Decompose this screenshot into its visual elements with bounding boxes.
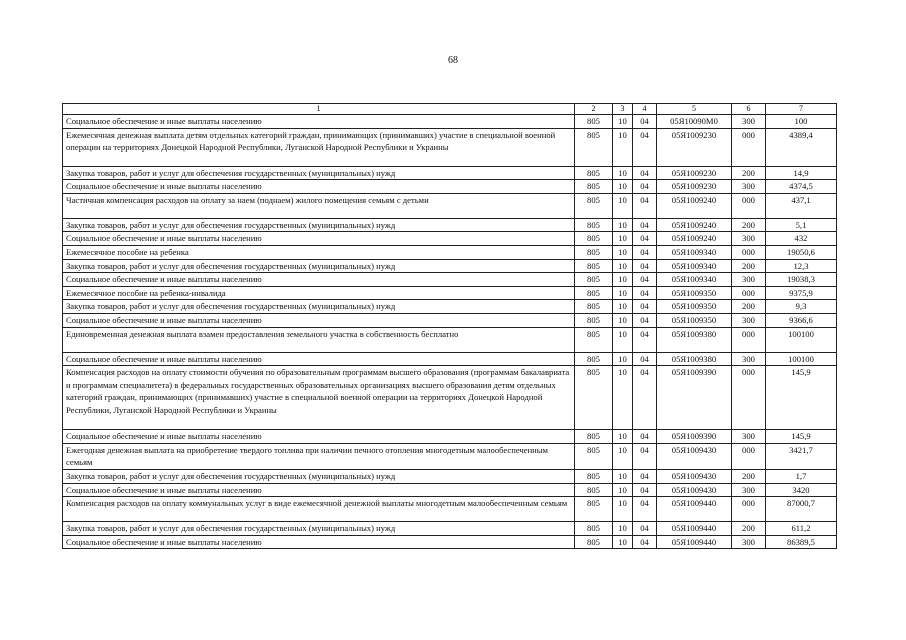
- row-name-cell: Ежемесячное пособие на ребенка: [63, 245, 575, 259]
- row-amount-cell: 87000,7: [766, 497, 837, 522]
- table-row: [63, 218, 837, 232]
- row-subsection-cell: 04: [633, 535, 657, 549]
- header-cell: 5: [657, 104, 732, 115]
- row-expense-type-cell: 000: [732, 286, 766, 300]
- table-row: [63, 286, 837, 300]
- row-target-article-cell: 05Я1009350: [657, 286, 732, 300]
- row-subsection-cell: 04: [633, 259, 657, 273]
- row-subsection-cell: 04: [633, 218, 657, 232]
- row-amount-cell: 9366,6: [766, 313, 837, 327]
- row-expense-type-cell: 200: [732, 300, 766, 314]
- row-subsection-cell: 04: [633, 366, 657, 430]
- row-subsection-cell: 04: [633, 300, 657, 314]
- header-cell: 3: [613, 104, 633, 115]
- row-admin-code-cell: 805: [575, 327, 613, 352]
- table-row: [63, 128, 837, 166]
- row-amount-cell: 100100: [766, 352, 837, 366]
- row-subsection-cell: 04: [633, 469, 657, 483]
- row-name-cell: Закупка товаров, работ и услуг для обеспечения государственных (муниципальных) нужд: [63, 218, 575, 232]
- row-section-cell: 10: [613, 327, 633, 352]
- row-section-cell: 10: [613, 313, 633, 327]
- table-row: [63, 180, 837, 194]
- row-expense-type-cell: 200: [732, 522, 766, 536]
- row-amount-cell: 19038,3: [766, 273, 837, 287]
- row-section-cell: 10: [613, 286, 633, 300]
- header-cell: 2: [575, 104, 613, 115]
- row-subsection-cell: 04: [633, 245, 657, 259]
- row-admin-code-cell: 805: [575, 469, 613, 483]
- row-name-cell: Закупка товаров, работ и услуг для обеспечения государственных (муниципальных) нужд: [63, 300, 575, 314]
- table-row: [63, 115, 837, 129]
- row-target-article-cell: 05Я1009350: [657, 313, 732, 327]
- row-section-cell: 10: [613, 535, 633, 549]
- row-target-article-cell: 05Я1009430: [657, 443, 732, 469]
- row-target-article-cell: 05Я1009430: [657, 469, 732, 483]
- row-section-cell: 10: [613, 128, 633, 166]
- row-subsection-cell: 04: [633, 443, 657, 469]
- row-section-cell: 10: [613, 245, 633, 259]
- row-subsection-cell: 04: [633, 128, 657, 166]
- table-row: [63, 232, 837, 246]
- table-row: [63, 522, 837, 536]
- row-expense-type-cell: 300: [732, 180, 766, 194]
- row-expense-type-cell: 000: [732, 128, 766, 166]
- table-row: [63, 327, 837, 352]
- row-section-cell: 10: [613, 469, 633, 483]
- table-row: [63, 366, 837, 430]
- row-name-cell: Социальное обеспечение и иные выплаты населению: [63, 115, 575, 129]
- row-admin-code-cell: 805: [575, 218, 613, 232]
- row-amount-cell: 437,1: [766, 193, 837, 218]
- row-expense-type-cell: 300: [732, 115, 766, 129]
- row-admin-code-cell: 805: [575, 115, 613, 129]
- row-name-cell: Закупка товаров, работ и услуг для обеспечения государственных (муниципальных) нужд: [63, 166, 575, 180]
- table-row: [63, 300, 837, 314]
- row-admin-code-cell: 805: [575, 245, 613, 259]
- row-expense-type-cell: 300: [732, 232, 766, 246]
- row-subsection-cell: 04: [633, 180, 657, 194]
- row-admin-code-cell: 805: [575, 352, 613, 366]
- row-admin-code-cell: 805: [575, 535, 613, 549]
- row-admin-code-cell: 805: [575, 313, 613, 327]
- row-expense-type-cell: 300: [732, 535, 766, 549]
- row-admin-code-cell: 805: [575, 193, 613, 218]
- row-admin-code-cell: 805: [575, 300, 613, 314]
- budget-table: [62, 103, 837, 549]
- row-amount-cell: 19050,6: [766, 245, 837, 259]
- table-row: [63, 483, 837, 497]
- row-admin-code-cell: 805: [575, 232, 613, 246]
- header-cell: 4: [633, 104, 657, 115]
- table-row: [63, 352, 837, 366]
- row-name-cell: Социальное обеспечение и иные выплаты населению: [63, 180, 575, 194]
- row-section-cell: 10: [613, 218, 633, 232]
- row-expense-type-cell: 200: [732, 166, 766, 180]
- row-expense-type-cell: 000: [732, 193, 766, 218]
- row-name-cell: Социальное обеспечение и иные выплаты населению: [63, 273, 575, 287]
- row-name-cell: Частичная компенсация расходов на оплату за наем (поднаем) жилого помещения семьям с детьми: [63, 193, 575, 218]
- row-name-cell: Единовременная денежная выплата взамен предоставления земельного участка в собственность бесплатно: [63, 327, 575, 352]
- header-cell: 7: [766, 104, 837, 115]
- row-amount-cell: 86389,5: [766, 535, 837, 549]
- row-target-article-cell: 05Я1009340: [657, 245, 732, 259]
- row-name-cell: Ежемесячная денежная выплата детям отдельных категорий граждан, принимающих (принимавших) участие в специальной военной операции на территориях Донецкой Народной Республики, Луганской Народной Республики и Украины: [63, 128, 575, 166]
- row-subsection-cell: 04: [633, 522, 657, 536]
- row-section-cell: 10: [613, 352, 633, 366]
- row-expense-type-cell: 300: [732, 430, 766, 444]
- row-section-cell: 10: [613, 366, 633, 430]
- header-row: [63, 104, 837, 115]
- row-subsection-cell: 04: [633, 497, 657, 522]
- row-subsection-cell: 04: [633, 327, 657, 352]
- row-amount-cell: 145,9: [766, 366, 837, 430]
- row-section-cell: 10: [613, 232, 633, 246]
- row-amount-cell: 14,9: [766, 166, 837, 180]
- table-row: [63, 259, 837, 273]
- table-row: [63, 430, 837, 444]
- header-cell: 6: [732, 104, 766, 115]
- row-admin-code-cell: 805: [575, 497, 613, 522]
- row-target-article-cell: 05Я1009230: [657, 166, 732, 180]
- row-expense-type-cell: 300: [732, 313, 766, 327]
- row-name-cell: Ежемесячное пособие на ребенка-инвалида: [63, 286, 575, 300]
- row-amount-cell: 432: [766, 232, 837, 246]
- row-section-cell: 10: [613, 522, 633, 536]
- row-section-cell: 10: [613, 483, 633, 497]
- row-subsection-cell: 04: [633, 313, 657, 327]
- row-name-cell: Компенсация расходов на оплату стоимости обучения по образовательным программам высшего образования (программам бакалавриата и программам специалитета) в федеральных государственных образовательных организациях высшего образования детям отдельных категорий граждан, принимающих (принимавших) участие в специальной военной операции на территориях Донецкой Народной Республики, Луганской Народной Республики и Украины: [63, 366, 575, 430]
- row-amount-cell: 4389,4: [766, 128, 837, 166]
- row-admin-code-cell: 805: [575, 166, 613, 180]
- row-subsection-cell: 04: [633, 430, 657, 444]
- row-amount-cell: 9,3: [766, 300, 837, 314]
- row-target-article-cell: 05Я1009240: [657, 232, 732, 246]
- row-section-cell: 10: [613, 193, 633, 218]
- table-row: [63, 273, 837, 287]
- row-subsection-cell: 04: [633, 352, 657, 366]
- row-target-article-cell: 05Я1009430: [657, 483, 732, 497]
- table-row: [63, 535, 837, 549]
- table-row: [63, 497, 837, 522]
- table-row: [63, 245, 837, 259]
- row-target-article-cell: 05Я1009440: [657, 497, 732, 522]
- row-name-cell: Закупка товаров, работ и услуг для обеспечения государственных (муниципальных) нужд: [63, 522, 575, 536]
- table-row: [63, 193, 837, 218]
- row-admin-code-cell: 805: [575, 522, 613, 536]
- row-target-article-cell: 05Я1009440: [657, 535, 732, 549]
- row-admin-code-cell: 805: [575, 483, 613, 497]
- row-name-cell: Закупка товаров, работ и услуг для обеспечения государственных (муниципальных) нужд: [63, 259, 575, 273]
- table-row: [63, 313, 837, 327]
- row-name-cell: Социальное обеспечение и иные выплаты населению: [63, 430, 575, 444]
- row-amount-cell: 100100: [766, 327, 837, 352]
- row-target-article-cell: 05Я1009340: [657, 259, 732, 273]
- row-target-article-cell: 05Я1009390: [657, 366, 732, 430]
- table-row: [63, 469, 837, 483]
- row-amount-cell: 5,1: [766, 218, 837, 232]
- row-admin-code-cell: 805: [575, 443, 613, 469]
- row-expense-type-cell: 200: [732, 259, 766, 273]
- row-name-cell: Социальное обеспечение и иные выплаты населению: [63, 535, 575, 549]
- row-admin-code-cell: 805: [575, 180, 613, 194]
- row-target-article-cell: 05Я10090М0: [657, 115, 732, 129]
- row-section-cell: 10: [613, 430, 633, 444]
- row-target-article-cell: 05Я1009240: [657, 218, 732, 232]
- row-section-cell: 10: [613, 497, 633, 522]
- row-section-cell: 10: [613, 115, 633, 129]
- row-amount-cell: 3420: [766, 483, 837, 497]
- row-name-cell: Социальное обеспечение и иные выплаты населению: [63, 313, 575, 327]
- table-row: [63, 443, 837, 469]
- row-expense-type-cell: 200: [732, 469, 766, 483]
- row-section-cell: 10: [613, 259, 633, 273]
- row-target-article-cell: 05Я1009440: [657, 522, 732, 536]
- row-expense-type-cell: 300: [732, 352, 766, 366]
- row-subsection-cell: 04: [633, 232, 657, 246]
- row-amount-cell: 4374,5: [766, 180, 837, 194]
- row-target-article-cell: 05Я1009380: [657, 352, 732, 366]
- row-section-cell: 10: [613, 443, 633, 469]
- row-expense-type-cell: 300: [732, 483, 766, 497]
- row-subsection-cell: 04: [633, 273, 657, 287]
- row-amount-cell: 9375,9: [766, 286, 837, 300]
- table-body: [63, 115, 837, 549]
- row-name-cell: Ежегодная денежная выплата на приобретение твердого топлива при наличии печного отопления многодетным малообеспеченным семьям: [63, 443, 575, 469]
- row-name-cell: Социальное обеспечение и иные выплаты населению: [63, 352, 575, 366]
- row-section-cell: 10: [613, 300, 633, 314]
- row-target-article-cell: 05Я1009350: [657, 300, 732, 314]
- row-expense-type-cell: 000: [732, 327, 766, 352]
- row-target-article-cell: 05Я1009230: [657, 128, 732, 166]
- row-expense-type-cell: 200: [732, 218, 766, 232]
- row-section-cell: 10: [613, 180, 633, 194]
- row-admin-code-cell: 805: [575, 259, 613, 273]
- row-target-article-cell: 05Я1009380: [657, 327, 732, 352]
- row-target-article-cell: 05Я1009340: [657, 273, 732, 287]
- row-admin-code-cell: 805: [575, 273, 613, 287]
- row-expense-type-cell: 300: [732, 273, 766, 287]
- page-number: 68: [448, 55, 458, 66]
- row-amount-cell: 100: [766, 115, 837, 129]
- row-expense-type-cell: 000: [732, 497, 766, 522]
- row-expense-type-cell: 000: [732, 245, 766, 259]
- row-amount-cell: 3421,7: [766, 443, 837, 469]
- row-amount-cell: 145,9: [766, 430, 837, 444]
- row-subsection-cell: 04: [633, 286, 657, 300]
- table-row: [63, 166, 837, 180]
- row-admin-code-cell: 805: [575, 286, 613, 300]
- header-cell: 1: [63, 104, 575, 115]
- row-expense-type-cell: 000: [732, 366, 766, 430]
- row-section-cell: 10: [613, 273, 633, 287]
- row-name-cell: Социальное обеспечение и иные выплаты населению: [63, 232, 575, 246]
- row-subsection-cell: 04: [633, 483, 657, 497]
- row-amount-cell: 611,2: [766, 522, 837, 536]
- row-amount-cell: 1,7: [766, 469, 837, 483]
- row-admin-code-cell: 805: [575, 366, 613, 430]
- row-name-cell: Социальное обеспечение и иные выплаты населению: [63, 483, 575, 497]
- row-name-cell: Компенсация расходов на оплату коммунальных услуг в виде ежемесячной денежной выплаты многодетным малообеспеченным семьям: [63, 497, 575, 522]
- row-expense-type-cell: 000: [732, 443, 766, 469]
- row-target-article-cell: 05Я1009240: [657, 193, 732, 218]
- row-target-article-cell: 05Я1009230: [657, 180, 732, 194]
- row-admin-code-cell: 805: [575, 430, 613, 444]
- row-subsection-cell: 04: [633, 193, 657, 218]
- row-section-cell: 10: [613, 166, 633, 180]
- row-admin-code-cell: 805: [575, 128, 613, 166]
- row-target-article-cell: 05Я1009390: [657, 430, 732, 444]
- row-name-cell: Закупка товаров, работ и услуг для обеспечения государственных (муниципальных) нужд: [63, 469, 575, 483]
- row-amount-cell: 12,3: [766, 259, 837, 273]
- row-subsection-cell: 04: [633, 166, 657, 180]
- row-subsection-cell: 04: [633, 115, 657, 129]
